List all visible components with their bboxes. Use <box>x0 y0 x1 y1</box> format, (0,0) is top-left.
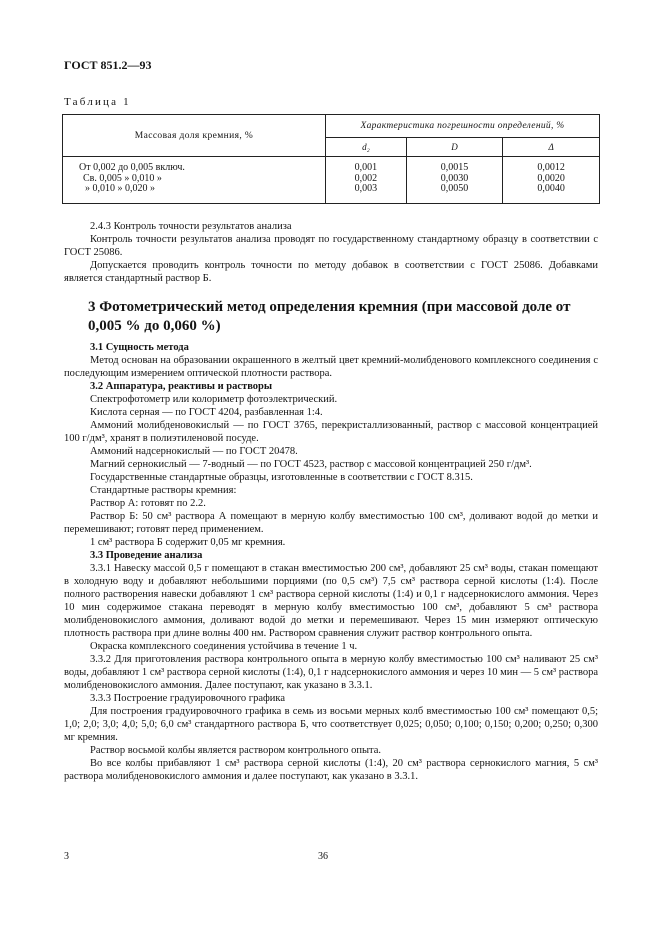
table-title: Таблица 1 <box>64 96 131 108</box>
subheader-delta: Δ <box>503 138 600 157</box>
table-cell: 0,0012 <box>537 162 565 173</box>
paragraph: 1 см³ раствора Б содержит 0,05 мг кремния. <box>90 537 286 548</box>
subsection-title: 3.2 Аппаратура, реактивы и растворы <box>90 381 273 392</box>
paragraph: Магний сернокислый — 7-водный — по ГОСТ 4523, раствор с массовой концентрацией 250 г/дм³. <box>90 459 532 470</box>
subsection-title: 3.1 Сущность метода <box>90 342 189 353</box>
paragraph: 2.4.3 Контроль точности результатов анализа <box>90 221 292 232</box>
document-header: ГОСТ 851.2—93 <box>64 58 152 72</box>
subheader-d2: d₂ <box>326 138 407 157</box>
table-row-range: » 0,010 » 0,020 » <box>85 183 155 194</box>
paragraph: Стандартные растворы кремния: <box>90 485 237 496</box>
table-cell: 0,0040 <box>537 183 565 194</box>
paragraph: Раствор восьмой колбы является раствором контрольного опыта. <box>90 745 382 756</box>
table-row-range: От 0,002 до 0,005 включ. <box>79 162 185 173</box>
table-cell: 0,0030 <box>440 172 469 184</box>
table-1 <box>62 114 600 204</box>
paragraph: Контроль точности результатов анализа проводят по государственному стандартному образцу в соответствии с ГОСТ 25086. <box>64 234 598 258</box>
section-3-title: 3 Фотометрический метод определения кремния (при массовой доле от 0,005 % до 0,060 %) <box>88 299 571 334</box>
subsection-title: 3.3 Проведение анализа <box>90 550 203 561</box>
subheader-D: D <box>406 138 503 157</box>
paragraph: Аммоний надсернокислый — по ГОСТ 20478. <box>90 446 298 457</box>
paragraph: Метод основан на образовании окрашенного в желтый цвет кремний-молибденового комплексного соединения с последующим измерением оптической плотности раствора. <box>64 355 598 379</box>
table-row-range: Св. 0,005 » 0,010 » <box>83 172 162 184</box>
paragraph: 3.3.1 Навеску массой 0,5 г помещают в стакан вместимостью 200 см³, добавляют 25 см³ воды, стакан помещают в холодную воду и добавляют небольшими порциями (по 0,5 см³) 7,5 см³ раствора серной кислоты (1:4). После полного растворения навески добавляют 1 см³ раствора серной кислоты (1:4) и 0,1 г надсернокислого аммония. Через 10 мин содержимое стакана переводят в мерную колбу вместимостью 100 см³, добавляют 5 см³ раствора молибденовокислого аммония, доливают водой до метки и перемешивают. Через 15 мин измеряют оптическую плотность раствора при длине волны 400 нм. Раствором сравнения служит раствор контрольного опыта. <box>64 563 598 639</box>
table-cell: 0,0015 <box>440 162 469 173</box>
paragraph: 3.3.2 Для приготовления раствора контрольного опыта в мерную колбу вместимостью 100 см³ наливают 25 см³ воды, добавляют 1 см³ раствора серной кислоты (1:4), 0,1 г надсернокислого аммония и через 10 мин — 5 см³ раствора молибденовокислого аммония. Далее поступают, как указано в 3.3.1. <box>64 654 598 691</box>
column-header-mass-fraction: Массовая доля кремния, % <box>63 115 326 157</box>
paragraph: Спектрофотометр или колориметр фотоэлектрический. <box>90 394 338 405</box>
footer-left-mark: 3 <box>64 851 69 862</box>
page-number: 36 <box>318 851 328 862</box>
paragraph: Во все колбы прибавляют 1 см³ раствора серной кислоты (1:4), 20 см³ раствора сернокислого магния, 5 см³ раствора молибденовокислого аммония и далее поступают, как указано в 3.3.1. <box>64 758 598 782</box>
table-body <box>63 157 600 204</box>
table-cell: 0,0050 <box>440 183 469 194</box>
paragraph: Окраска комплексного соединения устойчива в течение 1 ч. <box>90 641 358 652</box>
table-cell: 0,003 <box>354 183 378 194</box>
column-header-error-characteristic: Характеристика погрешности определений, % <box>326 115 600 138</box>
paragraph: Государственные стандартные образцы, изготовленные в соответствии с ГОСТ 8.315. <box>90 472 473 483</box>
paragraph: Раствор А: готовят по 2.2. <box>90 498 206 509</box>
paragraph: Аммоний молибденовокислый — по ГОСТ 3765, перекристаллизованный, раствор с массовой концентрацией 100 г/дм³, хранят в полиэтиленовой посуде. <box>64 420 598 444</box>
paragraph: 3.3.3 Построение градуировочного графика <box>90 693 286 704</box>
table-cell: 0,0020 <box>537 172 565 184</box>
table-cell: 0,001 <box>354 162 378 173</box>
paragraph: Кислота серная — по ГОСТ 4204, разбавленная 1:4. <box>90 407 323 418</box>
paragraph: Раствор Б: 50 см³ раствора А помещают в мерную колбу вместимостью 100 см³, доливают водой до метки и перемешивают; готовят перед применением. <box>64 511 598 535</box>
section-3-body <box>64 341 598 783</box>
section-2-4-3 <box>64 220 598 285</box>
paragraph: Допускается проводить контроль точности по методу добавок в соответствии с ГОСТ 25086. Добавками является стандартный раствор Б. <box>64 260 598 284</box>
paragraph: Для построения градуировочного графика в семь из восьми мерных колб вместимостью 100 см³ помещают 0,5; 1,0; 2,0; 3,0; 4,0; 5,0; 6,0 см³ стандартного раствора Б, что соответствует 0,025; 0,050; 0,100; 0,150; 0,200; 0,250; 0,300 мг кремния. <box>64 706 598 743</box>
table-cell: 0,002 <box>354 172 378 184</box>
